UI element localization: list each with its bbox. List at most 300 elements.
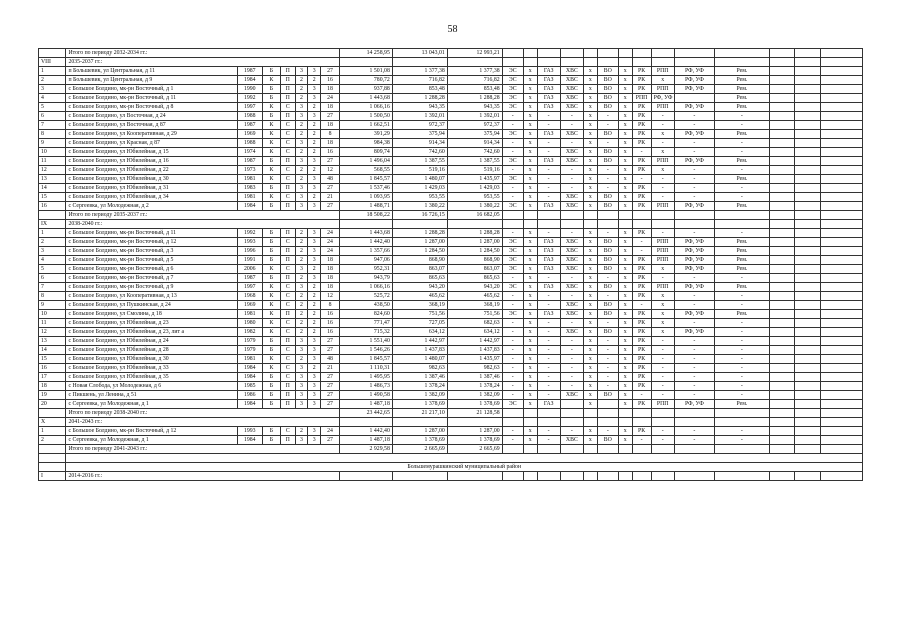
table-cell xyxy=(820,382,862,391)
table-cell: ХВС xyxy=(560,256,583,265)
table-cell: ГАЗ xyxy=(537,283,560,292)
table-cell: х xyxy=(523,283,537,292)
table-cell: х xyxy=(584,175,598,184)
table-cell: ГАЗ xyxy=(537,130,560,139)
table-cell: 1 437,83 xyxy=(447,346,502,355)
table-cell xyxy=(820,283,862,292)
table-row xyxy=(39,265,863,274)
table-cell xyxy=(632,409,651,418)
table-cell: Б xyxy=(262,157,280,166)
table-cell: - xyxy=(597,337,618,346)
table-cell: 3 xyxy=(295,364,308,373)
table-cell: 1 287,00 xyxy=(392,238,447,247)
table-cell: Рем. xyxy=(714,256,769,265)
table-cell: х xyxy=(523,202,537,211)
table-cell: х xyxy=(584,400,598,409)
table-row xyxy=(39,346,863,355)
table-cell: 2 xyxy=(308,139,321,148)
table-cell: 1 537,46 xyxy=(340,184,393,193)
table-row xyxy=(39,301,863,310)
table-cell: х xyxy=(584,319,598,328)
table-cell: РК xyxy=(632,202,651,211)
table-cell: х xyxy=(523,94,537,103)
table-cell: 2038-2040 гг.: xyxy=(66,220,340,229)
table-row xyxy=(39,391,863,400)
table-cell: РК xyxy=(632,76,651,85)
table-cell: х xyxy=(523,391,537,400)
table-cell: 972,37 xyxy=(392,121,447,130)
table-cell: 1 377,38 xyxy=(392,67,447,76)
table-cell: - xyxy=(714,274,769,283)
table-cell: РПП xyxy=(651,247,674,256)
table-cell xyxy=(820,265,862,274)
table-cell xyxy=(560,58,583,67)
table-cell: х xyxy=(618,274,632,283)
table-cell xyxy=(651,220,674,229)
table-cell: 3 xyxy=(295,139,308,148)
table-cell: Рем. xyxy=(714,94,769,103)
table-cell xyxy=(537,211,560,220)
table-row xyxy=(39,193,863,202)
table-cell: с Большое Болдино, ул Юбилейная, д 24 xyxy=(66,337,237,346)
table-cell: ХВС xyxy=(560,328,583,337)
table-row xyxy=(39,130,863,139)
table-cell: - xyxy=(597,166,618,175)
period-section-row xyxy=(39,58,863,67)
table-cell: - xyxy=(632,238,651,247)
table-cell: РК xyxy=(632,427,651,436)
table-cell: РФ, УФ xyxy=(674,202,714,211)
table-cell: Рем. xyxy=(714,265,769,274)
table-cell: - xyxy=(651,427,674,436)
table-cell xyxy=(820,472,862,481)
table-cell: 3 xyxy=(308,436,321,445)
table-cell: Б xyxy=(262,427,280,436)
table-cell: 3 xyxy=(308,247,321,256)
table-cell: 2006 xyxy=(237,265,262,274)
table-cell: х xyxy=(618,166,632,175)
table-cell: 2 xyxy=(308,103,321,112)
table-cell xyxy=(618,409,632,418)
table-cell: 4 xyxy=(39,256,66,265)
table-cell: 1984 xyxy=(237,436,262,445)
table-cell: 716,82 xyxy=(447,76,502,85)
table-cell: Б xyxy=(262,229,280,238)
table-cell: 1 382,09 xyxy=(447,391,502,400)
table-cell: РК xyxy=(632,382,651,391)
table-cell: 952,31 xyxy=(340,265,393,274)
table-cell: ЭС xyxy=(502,283,523,292)
table-cell: ВО xyxy=(597,157,618,166)
table-cell: - xyxy=(714,373,769,382)
table-cell: х xyxy=(584,328,598,337)
table-cell xyxy=(820,427,862,436)
table-cell: х xyxy=(523,166,537,175)
table-cell xyxy=(795,130,820,139)
table-cell xyxy=(820,112,862,121)
table-cell: ВО xyxy=(597,76,618,85)
table-cell xyxy=(618,211,632,220)
table-cell xyxy=(769,319,794,328)
table-cell: - xyxy=(537,112,560,121)
table-cell: 914,34 xyxy=(447,139,502,148)
table-cell xyxy=(820,391,862,400)
table-cell: - xyxy=(537,292,560,301)
table-cell: 1 xyxy=(39,67,66,76)
table-cell: х xyxy=(584,103,598,112)
table-cell: ЭС xyxy=(502,67,523,76)
table-cell: 3 xyxy=(295,382,308,391)
table-cell: РПП xyxy=(651,238,674,247)
table-cell xyxy=(820,256,862,265)
table-cell: 1 480,07 xyxy=(392,355,447,364)
table-cell: х xyxy=(618,94,632,103)
table-cell: 2 xyxy=(295,310,308,319)
table-cell: РФ, УФ xyxy=(674,265,714,274)
table-cell: 1 442,40 xyxy=(340,238,393,247)
table-cell xyxy=(795,373,820,382)
table-cell: ХВС xyxy=(560,94,583,103)
table-cell: 1990 xyxy=(237,85,262,94)
table-cell: 27 xyxy=(321,184,340,193)
table-cell: Б xyxy=(262,436,280,445)
table-cell: 2 xyxy=(308,166,321,175)
table-cell: х xyxy=(584,337,598,346)
table-cell: х xyxy=(618,139,632,148)
table-cell: 3 xyxy=(308,427,321,436)
table-cell: 6 xyxy=(39,274,66,283)
table-cell: П xyxy=(280,337,295,346)
table-cell: ВО xyxy=(597,94,618,103)
table-cell: 947,06 xyxy=(340,256,393,265)
table-cell: - xyxy=(537,319,560,328)
table-cell: - xyxy=(674,346,714,355)
table-cell: 1 500,50 xyxy=(340,112,393,121)
table-cell: Большемурашкинский муниципальный район xyxy=(66,463,863,472)
table-cell: 1 378,69 xyxy=(447,436,502,445)
table-cell: - xyxy=(537,373,560,382)
table-cell xyxy=(820,175,862,184)
table-cell: - xyxy=(560,184,583,193)
table-cell xyxy=(795,382,820,391)
table-cell: х xyxy=(523,301,537,310)
table-cell: 809,74 xyxy=(340,148,393,157)
table-cell: Б xyxy=(262,346,280,355)
table-cell: - xyxy=(502,319,523,328)
table-cell: х xyxy=(618,103,632,112)
table-cell: 716,82 xyxy=(392,76,447,85)
table-cell: С xyxy=(280,346,295,355)
table-cell: 16 xyxy=(321,310,340,319)
table-cell: с Большое Болдино, мк-рн Восточный, д 5 xyxy=(66,256,237,265)
table-cell: Б xyxy=(262,337,280,346)
table-cell: 24 xyxy=(321,94,340,103)
table-cell xyxy=(618,220,632,229)
table-cell: ХВС xyxy=(560,130,583,139)
table-cell xyxy=(795,211,820,220)
table-cell: х xyxy=(618,202,632,211)
table-cell: с Большое Болдино, ул Юбилейная, д 28 xyxy=(66,346,237,355)
table-cell: 519,16 xyxy=(392,166,447,175)
table-cell: ХВС xyxy=(560,238,583,247)
table-cell: х xyxy=(523,184,537,193)
table-cell: К xyxy=(262,265,280,274)
table-cell xyxy=(584,58,598,67)
table-cell xyxy=(795,346,820,355)
table-cell xyxy=(795,85,820,94)
table-cell xyxy=(820,103,862,112)
table-cell: - xyxy=(537,121,560,130)
table-cell: - xyxy=(560,139,583,148)
table-cell: ХВС xyxy=(560,85,583,94)
table-cell: 1 387,46 xyxy=(447,373,502,382)
table-cell: П xyxy=(280,202,295,211)
table-cell: - xyxy=(651,121,674,130)
table-cell: 3 xyxy=(308,346,321,355)
table-cell xyxy=(795,391,820,400)
table-cell xyxy=(632,49,651,58)
table-cell: 11 xyxy=(39,319,66,328)
table-cell: 2 xyxy=(295,301,308,310)
table-cell: - xyxy=(502,337,523,346)
table-cell: ГАЗ xyxy=(537,67,560,76)
table-cell xyxy=(39,49,66,58)
table-row xyxy=(39,67,863,76)
table-cell: 16 726,15 xyxy=(392,211,447,220)
table-cell xyxy=(820,49,862,58)
table-cell: с Большое Болдино, ул Пушкинская, д 24 xyxy=(66,301,237,310)
table-cell xyxy=(769,202,794,211)
table-cell: 13 043,01 xyxy=(392,49,447,58)
table-cell: х xyxy=(584,166,598,175)
table-cell xyxy=(769,139,794,148)
table-cell: 27 xyxy=(321,346,340,355)
table-cell: - xyxy=(597,121,618,130)
table-cell: с Сергеевка, ул Молодежная, д 2 xyxy=(66,202,237,211)
table-cell xyxy=(597,220,618,229)
table-cell: 1 093,95 xyxy=(340,193,393,202)
table-cell: 1 495,95 xyxy=(340,373,393,382)
table-cell: 1 xyxy=(39,229,66,238)
table-cell: - xyxy=(502,274,523,283)
table-cell xyxy=(769,157,794,166)
table-cell xyxy=(651,472,674,481)
table-cell: - xyxy=(674,274,714,283)
table-cell xyxy=(795,76,820,85)
table-cell: 2 xyxy=(295,148,308,157)
table-cell: Рем. xyxy=(714,238,769,247)
table-cell: - xyxy=(714,346,769,355)
table-cell: 48 xyxy=(321,355,340,364)
table-cell: РФ, УФ xyxy=(674,283,714,292)
table-cell: 3 xyxy=(308,382,321,391)
table-cell xyxy=(795,193,820,202)
table-row xyxy=(39,148,863,157)
table-row xyxy=(39,139,863,148)
table-cell xyxy=(674,472,714,481)
table-cell: 984,38 xyxy=(340,139,393,148)
table-cell: 3 xyxy=(295,184,308,193)
table-cell: - xyxy=(502,193,523,202)
table-cell xyxy=(795,319,820,328)
table-cell: х xyxy=(584,202,598,211)
table-cell: 953,55 xyxy=(447,193,502,202)
table-cell: П xyxy=(280,112,295,121)
table-cell: - xyxy=(597,139,618,148)
table-row xyxy=(39,274,863,283)
table-cell: 3 xyxy=(308,274,321,283)
table-cell: 1 xyxy=(39,427,66,436)
table-cell: 1 378,69 xyxy=(392,400,447,409)
table-cell: 27 xyxy=(321,391,340,400)
table-cell: 20 xyxy=(39,400,66,409)
table-cell: С xyxy=(280,319,295,328)
table-cell: Рем. xyxy=(714,130,769,139)
table-cell: - xyxy=(502,112,523,121)
table-cell xyxy=(714,418,769,427)
table-cell: С xyxy=(280,130,295,139)
table-cell: 1988 xyxy=(237,139,262,148)
table-cell: - xyxy=(537,274,560,283)
table-cell: РК xyxy=(632,121,651,130)
table-cell xyxy=(39,211,66,220)
table-cell: 3 xyxy=(308,355,321,364)
table-cell: 1 392,01 xyxy=(447,112,502,121)
table-cell xyxy=(820,364,862,373)
table-cell: 1981 xyxy=(237,355,262,364)
table-cell: 1 357,66 xyxy=(340,247,393,256)
table-cell: Итого по периоду 2041-2043 гг.: xyxy=(66,445,340,454)
table-cell: 1 501,08 xyxy=(340,67,393,76)
table-cell: 3 xyxy=(308,238,321,247)
table-cell xyxy=(769,175,794,184)
table-cell xyxy=(769,337,794,346)
table-cell xyxy=(392,418,447,427)
table-cell: ХВС xyxy=(560,247,583,256)
table-cell xyxy=(769,418,794,427)
table-cell: I xyxy=(39,472,66,481)
table-cell: РК xyxy=(632,373,651,382)
table-row xyxy=(39,121,863,130)
table-row xyxy=(39,400,863,409)
table-cell: ВО xyxy=(597,103,618,112)
table-cell: К xyxy=(262,328,280,337)
table-cell: х xyxy=(618,400,632,409)
table-row xyxy=(39,292,863,301)
table-cell: - xyxy=(674,391,714,400)
table-cell: - xyxy=(537,436,560,445)
table-cell: - xyxy=(537,193,560,202)
table-cell: х xyxy=(651,328,674,337)
table-cell: К xyxy=(262,355,280,364)
table-cell: РПП xyxy=(651,67,674,76)
table-cell: РФ, УФ xyxy=(674,85,714,94)
table-cell: 1 387,55 xyxy=(447,157,502,166)
table-cell: х xyxy=(584,310,598,319)
table-cell: х xyxy=(618,193,632,202)
table-cell xyxy=(769,409,794,418)
table-cell xyxy=(795,274,820,283)
table-cell: - xyxy=(597,427,618,436)
table-cell: 2 xyxy=(39,76,66,85)
table-cell xyxy=(632,220,651,229)
table-cell: 1 287,00 xyxy=(447,238,502,247)
table-cell: 375,94 xyxy=(392,130,447,139)
table-cell xyxy=(447,58,502,67)
table-cell: 1983 xyxy=(237,184,262,193)
table-cell xyxy=(795,436,820,445)
table-cell: - xyxy=(674,436,714,445)
table-cell xyxy=(820,337,862,346)
table-cell xyxy=(795,220,820,229)
table-row xyxy=(39,355,863,364)
table-cell: К xyxy=(262,76,280,85)
table-cell: х xyxy=(618,76,632,85)
table-row xyxy=(39,436,863,445)
table-cell xyxy=(651,418,674,427)
table-cell xyxy=(674,49,714,58)
period-total-row xyxy=(39,409,863,418)
table-cell: ЭС xyxy=(502,76,523,85)
table-cell xyxy=(502,211,523,220)
table-cell: х xyxy=(618,148,632,157)
table-cell: х xyxy=(584,121,598,130)
table-cell xyxy=(714,445,769,454)
table-cell: с Большое Болдино, мк-рн Восточный, д 7 xyxy=(66,274,237,283)
table-row xyxy=(39,256,863,265)
table-cell: 21 217,10 xyxy=(392,409,447,418)
table-cell: Рем. xyxy=(714,67,769,76)
table-cell: х xyxy=(523,139,537,148)
table-cell: х xyxy=(618,346,632,355)
table-cell: Б xyxy=(262,256,280,265)
table-cell xyxy=(795,157,820,166)
table-cell: - xyxy=(714,166,769,175)
table-cell: 27 xyxy=(321,436,340,445)
table-cell xyxy=(584,409,598,418)
table-cell: 2 xyxy=(308,121,321,130)
table-cell: С xyxy=(280,175,295,184)
table-cell xyxy=(597,472,618,481)
table-cell: РФ, УФ xyxy=(674,76,714,85)
table-cell: 1 378,69 xyxy=(447,400,502,409)
table-cell: 12 xyxy=(39,166,66,175)
table-cell: РПП xyxy=(632,94,651,103)
table-cell: Итого по периоду 2032-2034 гг.: xyxy=(66,49,340,58)
table-cell xyxy=(560,409,583,418)
table-cell: С xyxy=(280,148,295,157)
table-cell: 2 xyxy=(308,193,321,202)
table-cell: 3 xyxy=(295,157,308,166)
table-cell: - xyxy=(674,175,714,184)
table-cell: - xyxy=(651,193,674,202)
table-cell xyxy=(769,247,794,256)
table-cell: 3 xyxy=(295,346,308,355)
table-cell xyxy=(714,58,769,67)
table-row xyxy=(39,373,863,382)
table-cell: Б xyxy=(262,202,280,211)
table-cell xyxy=(795,256,820,265)
table-cell: - xyxy=(537,391,560,400)
table-cell xyxy=(769,355,794,364)
table-cell: 982,63 xyxy=(392,364,447,373)
table-cell: - xyxy=(714,229,769,238)
table-cell: 727,05 xyxy=(392,319,447,328)
table-cell: 3 xyxy=(295,265,308,274)
table-cell: - xyxy=(502,301,523,310)
table-cell: х xyxy=(523,103,537,112)
table-cell: 1997 xyxy=(237,283,262,292)
